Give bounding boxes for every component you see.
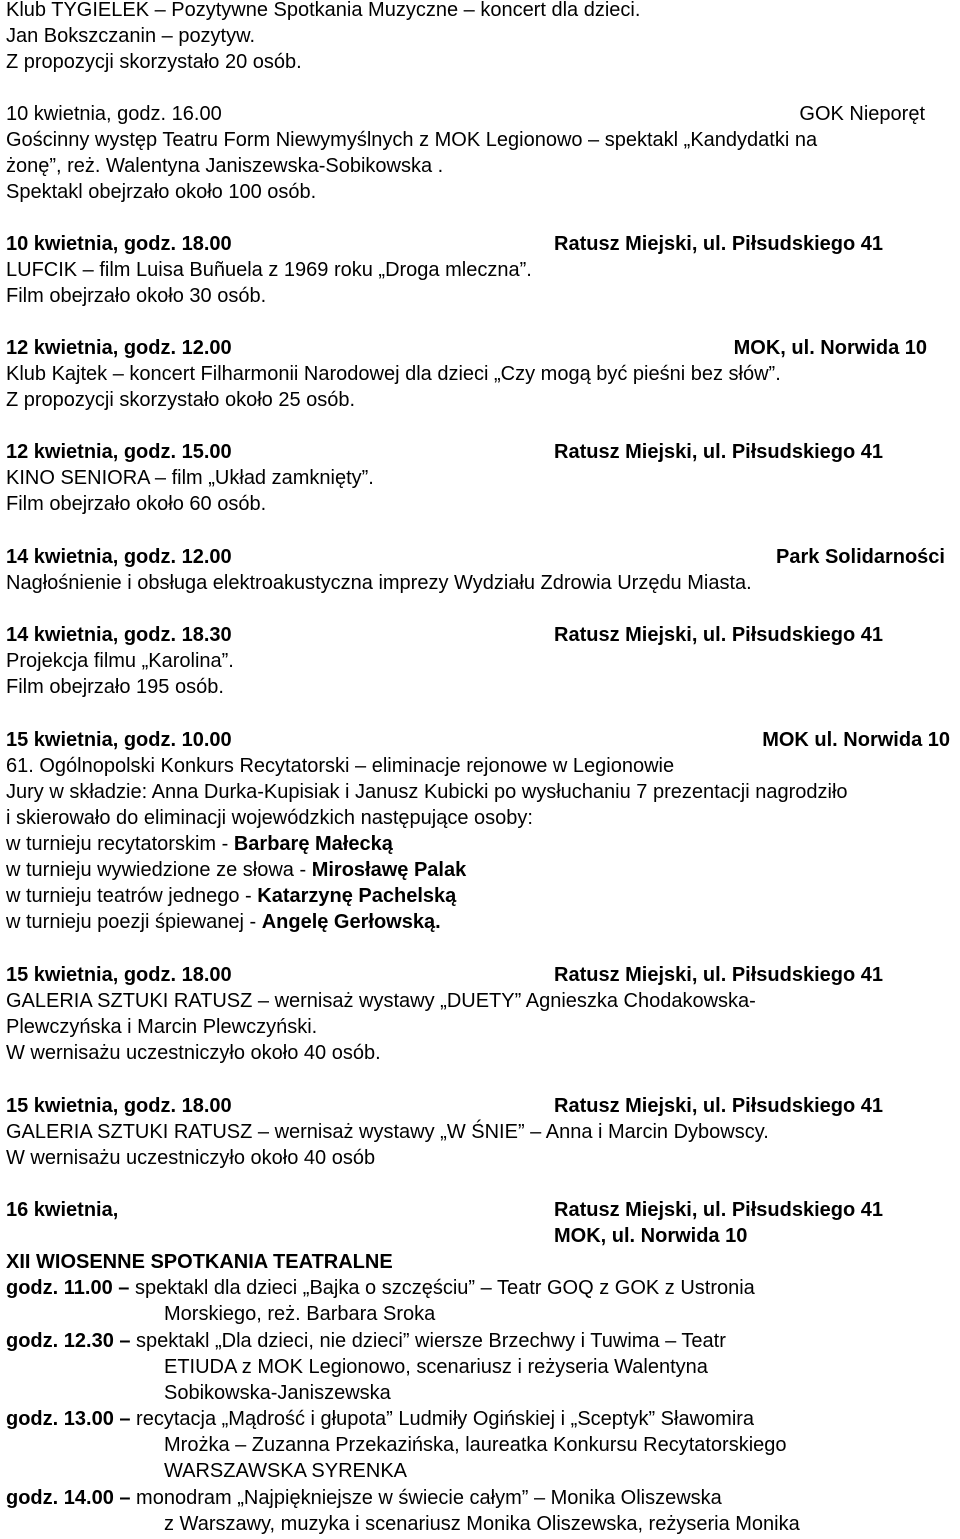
event-10-place-2: MOK, ul. Norwida 10 <box>554 1225 748 1247</box>
event-7-date: 15 kwietnia, godz. 10.00 <box>6 729 232 751</box>
schedule-item-4-time: godz. 14.00 – <box>6 1487 131 1509</box>
event-3-date: 12 kwietnia, godz. 12.00 <box>6 337 232 359</box>
event-4-date: 12 kwietnia, godz. 15.00 <box>6 441 232 463</box>
schedule-item-2-cont-2: Sobikowska-Janiszewska <box>164 1382 391 1404</box>
event-2-place: Ratusz Miejski, ul. Piłsudskiego 41 <box>554 233 883 255</box>
event-1-line-1: Gościnny występ Teatru Form Niewymyślnych z MOK Legionowo – spektakl „Kandydatki na <box>6 129 818 151</box>
event-9-line-1: GALERIA SZTUKI RATUSZ – wernisaż wystawy „W ŚNIE” – Anna i Marcin Dybowscy. <box>6 1121 769 1143</box>
event-2-line-1: LUFCIK – film Luisa Buñuela z 1969 roku „Droga mleczna”. <box>6 259 532 281</box>
schedule-item-3-cont-2: WARSZAWSKA SYRENKA <box>164 1460 408 1482</box>
event-6-line-1: Projekcja filmu „Karolina”. <box>6 650 234 672</box>
schedule-item-1-cont: Morskiego, reż. Barbara Sroka <box>164 1303 436 1325</box>
event-6-date: 14 kwietnia, godz. 18.30 <box>6 624 232 646</box>
schedule-item-2-desc: spektakl „Dla dzieci, nie dzieci” wiersze Brzechwy i Tuwima – Teatr <box>130 1330 726 1352</box>
event-9-date: 15 kwietnia, godz. 18.00 <box>6 1095 232 1117</box>
event-1-line-2: żonę”, reż. Walentyna Janiszewska-Sobikowska . <box>6 155 444 177</box>
event-9-line-2: W wernisażu uczestniczyło około 40 osób <box>6 1147 376 1169</box>
event-7-line-3: i skierowało do eliminacji wojewódzkich następujące osoby: <box>6 807 533 829</box>
schedule-item-4 <box>6 1485 722 1511</box>
award-4 <box>6 909 441 935</box>
event-8-place: Ratusz Miejski, ul. Piłsudskiego 41 <box>554 964 883 986</box>
award-4-name: Angelę Gerłowską. <box>261 911 441 933</box>
event-7-place: MOK ul. Norwida 10 <box>762 729 950 751</box>
event-2-line-2: Film obejrzało około 30 osób. <box>6 285 267 307</box>
event-10-date: 16 kwietnia, <box>6 1199 119 1221</box>
schedule-item-3-cont-1: Mrożka – Zuzanna Przekazińska, laureatka Konkursu Recytatorskiego <box>164 1434 787 1456</box>
award-1 <box>6 831 393 857</box>
event-8-line-2: Plewczyńska i Marcin Plewczyński. <box>6 1016 318 1038</box>
event-6-line-2: Film obejrzało 195 osób. <box>6 676 224 698</box>
event-7-line-1: 61. Ogólnopolski Konkurs Recytatorski – eliminacje rejonowe w Legionowie <box>6 755 675 777</box>
schedule-item-1-desc: spektakl dla dzieci „Bajka o szczęściu” – Teatr GOQ z GOK z Ustronia <box>129 1277 755 1299</box>
event-9-place: Ratusz Miejski, ul. Piłsudskiego 41 <box>554 1095 883 1117</box>
schedule-item-1-time: godz. 11.00 – <box>6 1277 130 1299</box>
event-0-line-2: Jan Bokszczanin – pozytyw. <box>6 25 256 47</box>
event-5-line-1: Nagłośnienie i obsługa elektroakustyczna imprezy Wydziału Zdrowia Urzędu Miasta. <box>6 572 752 594</box>
event-4-place: Ratusz Miejski, ul. Piłsudskiego 41 <box>554 441 883 463</box>
event-3-line-1: Klub Kajtek – koncert Filharmonii Narodowej dla dzieci „Czy mogą być pieśni bez słów”. <box>6 363 781 385</box>
schedule-item-1 <box>6 1275 755 1301</box>
event-2-date: 10 kwietnia, godz. 18.00 <box>6 233 232 255</box>
schedule-item-4-desc: monodram „Najpiękniejsze w świecie całym” – Monika Oliszewska <box>130 1487 722 1509</box>
event-8-line-1: GALERIA SZTUKI RATUSZ – wernisaż wystawy „DUETY” Agnieszka Chodakowska- <box>6 990 756 1012</box>
event-6-place: Ratusz Miejski, ul. Piłsudskiego 41 <box>554 624 883 646</box>
event-5-place: Park Solidarności <box>776 546 945 568</box>
schedule-item-2 <box>6 1328 726 1354</box>
award-2-name: Mirosławę Palak <box>311 859 467 881</box>
event-1-line-3: Spektakl obejrzało około 100 osób. <box>6 181 317 203</box>
award-4-category: w turnieju poezji śpiewanej - <box>6 911 262 933</box>
event-8-date: 15 kwietnia, godz. 18.00 <box>6 964 232 986</box>
schedule-item-2-time: godz. 12.30 – <box>6 1330 131 1352</box>
event-4-line-1: KINO SENIORA – film „Układ zamknięty”. <box>6 467 374 489</box>
event-3-place: MOK, ul. Norwida 10 <box>733 337 927 359</box>
award-3 <box>6 883 456 909</box>
event-8-line-3: W wernisażu uczestniczyło około 40 osób. <box>6 1042 381 1064</box>
event-3-line-2: Z propozycji skorzystało około 25 osób. <box>6 389 356 411</box>
award-3-name: Katarzynę Pachelską <box>257 885 457 907</box>
schedule-item-3 <box>6 1406 754 1432</box>
event-10-place-1: Ratusz Miejski, ul. Piłsudskiego 41 <box>554 1199 883 1221</box>
event-1-date: 10 kwietnia, godz. 16.00 <box>6 103 222 125</box>
award-1-name: Barbarę Małecką <box>233 833 393 855</box>
award-3-category: w turnieju teatrów jednego - <box>6 885 258 907</box>
event-5-date: 14 kwietnia, godz. 12.00 <box>6 546 232 568</box>
award-2-category: w turnieju wywiedzione ze słowa - <box>6 859 312 881</box>
event-10-title: XII WIOSENNE SPOTKANIA TEATRALNE <box>6 1251 393 1273</box>
event-0-line-1: Klub TYGIELEK – Pozytywne Spotkania Muzyczne – koncert dla dzieci. <box>6 0 641 21</box>
schedule-item-3-desc: recytacja „Mądrość i głupota” Ludmiły Ogińskiej i „Sceptyk” Sławomira <box>130 1408 755 1430</box>
event-4-line-2: Film obejrzało około 60 osób. <box>6 493 267 515</box>
event-7-line-2: Jury w składzie: Anna Durka-Kupisiak i Janusz Kubicki po wysłuchaniu 7 prezentacji nagrodziło <box>6 781 848 803</box>
award-2 <box>6 857 466 883</box>
schedule-item-2-cont-1: ETIUDA z MOK Legionowo, scenariusz i reżyseria Walentyna <box>164 1356 708 1378</box>
award-1-category: w turnieju recytatorskim - <box>6 833 234 855</box>
event-1-place: GOK Nieporęt <box>799 103 925 125</box>
event-0-line-3: Z propozycji skorzystało 20 osób. <box>6 51 302 73</box>
schedule-item-4-cont: z Warszawy, muzyka i scenariusz Monika Oliszewska, reżyseria Monika <box>164 1513 800 1535</box>
schedule-item-3-time: godz. 13.00 – <box>6 1408 131 1430</box>
